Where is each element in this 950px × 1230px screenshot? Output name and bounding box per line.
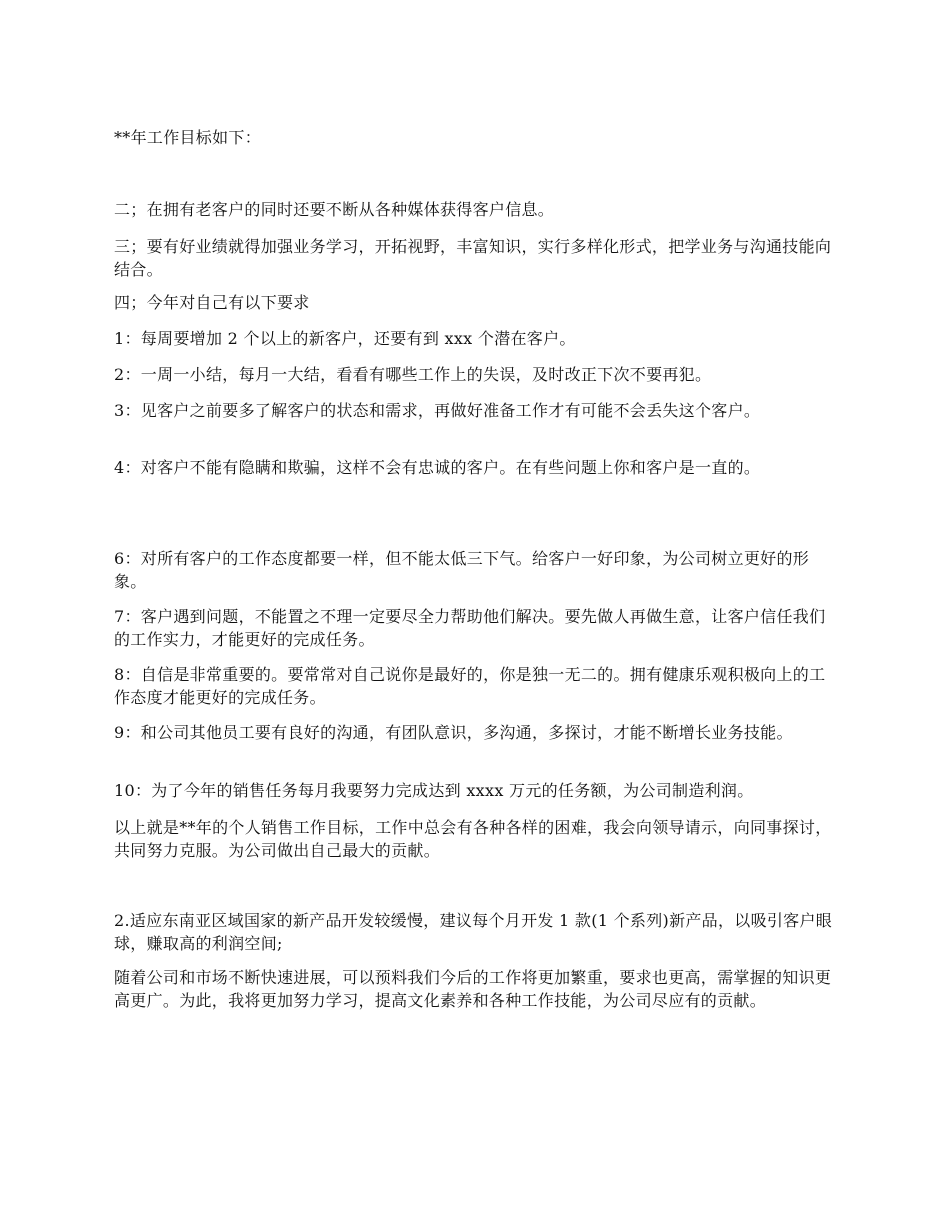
requirement-10: 10：为了今年的销售任务每月我要努力完成达到 xxxx 万元的任务额，为公司制造利润。 (114, 781, 754, 800)
requirement-6: 6：对所有客户的工作态度都要一样，但不能太低三下气。给客户一好印象，为公司树立更好的形象。 (114, 549, 810, 591)
product-suggestion: 2.适应东南亚区域国家的新产品开发较缓慢，建议每个月开发 1 款(1 个系列)新产品，以吸引客户眼球，赚取高的利润空间; (114, 911, 833, 953)
requirement-3: 3：见客户之前要多了解客户的状态和需求，再做好准备工作才有可能不会丢失这个客户。 (114, 401, 761, 420)
paragraph-4: 四；今年对自己有以下要求 (114, 293, 310, 312)
paragraph-3: 三；要有好业绩就得加强业务学习，开拓视野，丰富知识，实行多样化形式，把学业务与沟通技能向结合。 (114, 237, 832, 279)
paragraph-2: 二；在拥有老客户的同时还要不断从各种媒体获得客户信息。 (114, 200, 555, 219)
requirement-4: 4：对客户不能有隐瞒和欺骗，这样不会有忠诚的客户。在有些问题上你和客户是一直的。 (114, 458, 761, 477)
requirement-2: 2：一周一小结，每月一大结，看看有哪些工作上的失误，及时改正下次不要再犯。 (114, 365, 712, 384)
summary-paragraph: 以上就是**年的个人销售工作目标，工作中总会有各种各样的困难，我会向领导请示，向同事探讨，共同努力克服。为公司做出自己最大的贡献。 (114, 818, 832, 860)
requirement-7: 7：客户遇到问题，不能置之不理一定要尽全力帮助他们解决。要先做人再做生意，让客户信任我们的工作实力，才能更好的完成任务。 (114, 607, 826, 649)
closing-paragraph: 随着公司和市场不断快速进展，可以预料我们今后的工作将更加繁重，要求也更高，需掌握的知识更高更广。为此，我将更加努力学习，提高文化素养和各种工作技能，为公司尽应有的贡献。 (114, 968, 832, 1010)
requirement-8: 8：自信是非常重要的。要常常对自己说你是最好的，你是独一无二的。拥有健康乐观积极向上的工作态度才能更好的完成任务。 (114, 665, 826, 707)
requirement-9: 9：和公司其他员工要有良好的沟通，有团队意识，多沟通，多探讨，才能不断增长业务技能。 (114, 723, 793, 742)
document-title: **年工作目标如下： (114, 128, 262, 147)
requirement-1: 1：每周要增加 2 个以上的新客户，还要有到 xxx 个潜在客户。 (114, 329, 576, 348)
